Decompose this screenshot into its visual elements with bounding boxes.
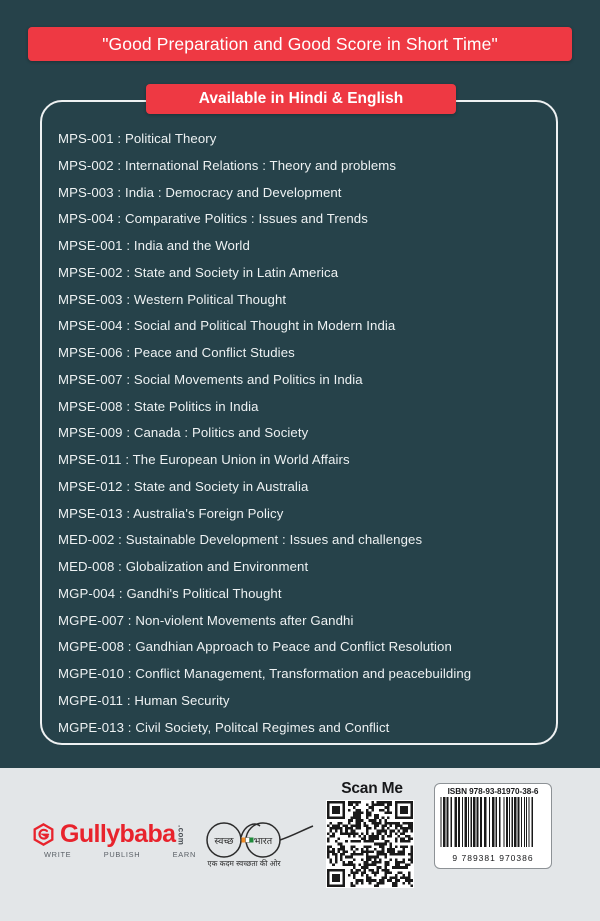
course-title: India : Democracy and Development	[124, 184, 342, 200]
course-title: The European Union in World Affairs	[132, 452, 350, 467]
tagline-banner	[28, 27, 572, 61]
course-row	[58, 608, 548, 635]
gullybaba-wordmark: Gullybaba	[60, 820, 176, 848]
course-code: MPSE-009	[58, 425, 123, 441]
course-row	[58, 661, 548, 688]
course-row	[58, 394, 548, 421]
course-separator: :	[114, 559, 126, 574]
course-code: MGPE-013	[58, 719, 125, 735]
course-code: MPSE-006	[58, 345, 123, 360]
course-title: Social and Political Thought in Modern India	[133, 318, 396, 334]
course-separator: :	[122, 264, 134, 280]
course-code: MED-002	[58, 532, 115, 548]
course-separator: :	[123, 692, 135, 708]
course-title: Australia's Foreign Policy	[133, 505, 284, 521]
course-title: International Relations : Theory and problems	[124, 157, 397, 173]
course-code: MPSE-007	[58, 371, 123, 387]
course-separator: :	[122, 291, 134, 307]
course-code: MGPE-011	[58, 692, 124, 708]
brand-tagline-write: WRITE	[44, 850, 72, 859]
swachh-bharat-tagline: एक कदम स्वच्छता की ओर	[207, 859, 281, 868]
course-code: MPS-001	[58, 131, 114, 146]
course-separator: :	[122, 318, 134, 334]
course-row	[58, 287, 548, 314]
qr-code-icon	[327, 801, 413, 887]
course-row	[58, 367, 548, 394]
course-title: Conflict Management, Transformation and peacebuilding	[135, 666, 472, 681]
course-row	[58, 206, 548, 233]
course-code: MPSE-012	[58, 478, 123, 494]
course-row	[58, 420, 548, 447]
brand-tagline-publish: PUBLISH	[103, 850, 141, 859]
course-row	[58, 260, 548, 287]
course-separator: :	[113, 131, 125, 146]
course-title: Gandhi's Political Thought	[126, 585, 282, 601]
isbn-barcode-block	[434, 783, 552, 869]
course-title: Peace and Conflict Studies	[133, 345, 295, 360]
course-code: MGPE-010	[58, 666, 125, 681]
course-list	[58, 126, 548, 741]
barcode-icon	[439, 797, 547, 847]
availability-badge-label: Available in Hindi & English	[198, 90, 404, 107]
course-separator: :	[115, 585, 127, 601]
course-title: Civil Society, Politcal Regimes and Conflict	[135, 719, 390, 735]
gullybaba-g-mark-icon	[32, 823, 55, 846]
course-title: State and Society in Latin America	[133, 264, 339, 280]
course-row	[58, 581, 548, 608]
course-row	[58, 340, 548, 367]
course-code: MPS-003	[58, 184, 114, 200]
scan-me-block	[326, 780, 420, 888]
course-separator: :	[122, 238, 134, 253]
course-title: Social Movements and Politics in India	[133, 371, 363, 387]
isbn-digits: 9 789381 970386	[452, 853, 534, 863]
course-separator: :	[121, 452, 133, 467]
course-code: MPS-002	[58, 157, 114, 173]
scan-me-label: Scan Me	[341, 780, 403, 797]
gullybaba-taglines	[44, 850, 196, 859]
course-code: MGPE-008	[58, 639, 125, 655]
footer	[0, 768, 600, 921]
course-row	[58, 126, 548, 153]
course-separator: :	[124, 612, 136, 628]
course-code: MGP-004	[58, 585, 116, 601]
course-separator: :	[122, 478, 134, 494]
course-separator: :	[124, 639, 136, 655]
swachh-bharat-logo-icon	[197, 814, 315, 872]
swachh-lens-text: स्वच्छ	[214, 836, 234, 847]
course-row	[58, 474, 548, 501]
course-separator: :	[122, 425, 134, 441]
course-code: MPSE-004	[58, 318, 123, 334]
course-row	[58, 180, 548, 207]
course-row	[58, 447, 548, 474]
course-title: Non-violent Movements after Gandhi	[135, 612, 354, 628]
course-code: MPS-004	[58, 211, 114, 227]
course-row	[58, 153, 548, 180]
course-row	[58, 688, 548, 715]
course-code: MGPE-007	[58, 612, 125, 628]
gullybaba-logo	[32, 820, 196, 859]
course-title: Human Security	[134, 692, 230, 708]
course-row	[58, 527, 548, 554]
bharat-lens-text: भारत	[253, 836, 273, 847]
course-title: State and Society in Australia	[133, 478, 309, 494]
course-separator: :	[113, 211, 125, 227]
course-separator: :	[122, 371, 134, 387]
course-separator: :	[114, 532, 126, 548]
course-row	[58, 233, 548, 260]
course-title: Gandhian Approach to Peace and Conflict Resolution	[135, 639, 452, 655]
course-title: Comparative Politics : Issues and Trends	[124, 211, 368, 227]
course-code: MPSE-013	[58, 505, 123, 521]
course-separator: :	[124, 666, 136, 681]
course-separator: :	[124, 719, 136, 735]
course-separator: :	[122, 345, 134, 360]
course-title: Sustainable Development : Issues and challenges	[125, 532, 423, 548]
qr-code[interactable]	[326, 800, 414, 888]
course-title: Globalization and Environment	[125, 559, 309, 574]
course-separator: :	[113, 157, 125, 173]
course-row	[58, 554, 548, 581]
course-title: Political Theory	[124, 131, 217, 146]
course-code: MPSE-008	[58, 398, 123, 414]
course-row	[58, 313, 548, 340]
isbn-label: ISBN 978-93-81970-38-6	[447, 787, 539, 796]
course-code: MPSE-011	[58, 452, 122, 467]
gullybaba-tld: .com	[176, 824, 186, 845]
course-separator: :	[113, 184, 125, 200]
course-title: State Politics in India	[133, 398, 259, 414]
course-code: MPSE-002	[58, 264, 123, 280]
course-title: Western Political Thought	[133, 291, 287, 307]
course-title: Canada : Politics and Society	[133, 425, 309, 441]
course-code: MPSE-001	[58, 238, 123, 253]
course-code: MPSE-003	[58, 291, 123, 307]
course-row	[58, 501, 548, 528]
course-separator: :	[122, 505, 134, 521]
brand-tagline-earn: EARN	[172, 850, 196, 859]
course-row	[58, 715, 548, 742]
course-code: MED-008	[58, 559, 115, 574]
course-title: India and the World	[133, 238, 250, 253]
course-separator: :	[122, 398, 134, 414]
tagline-text: "Good Preparation and Good Score in Short Time"	[102, 33, 498, 54]
availability-badge	[146, 84, 456, 114]
course-row	[58, 634, 548, 661]
